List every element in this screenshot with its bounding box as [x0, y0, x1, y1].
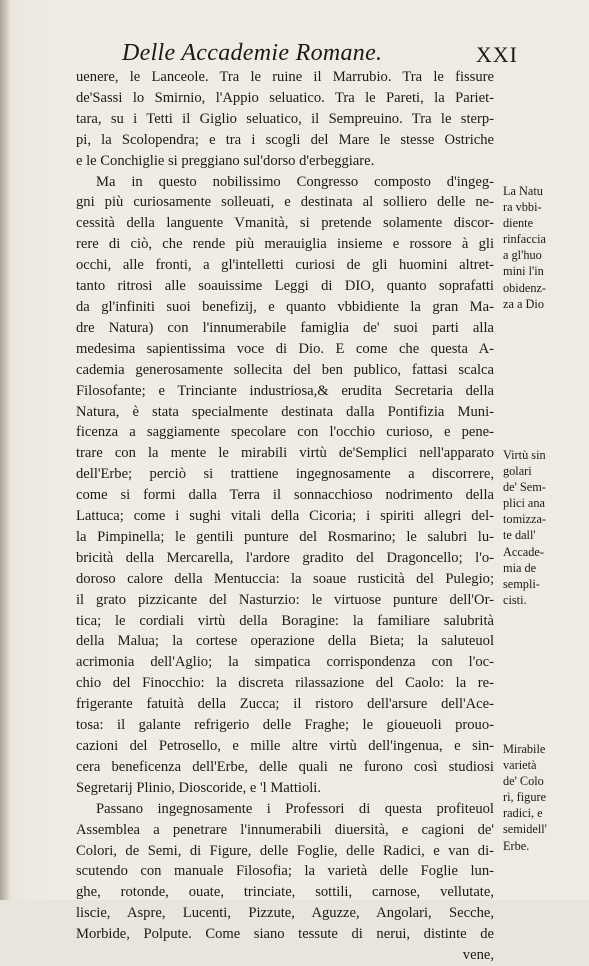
- body-line: tara, su i Tetti il Giglio seluatico, il Sempreuino. Tra le sterp-: [76, 110, 494, 127]
- body-text: [76, 67, 494, 966]
- margin-note-line: de' Colo: [503, 774, 544, 789]
- body-line: occhi, alle fronti, a gl'intelletti curiosi de gli huomini altret-: [76, 257, 494, 274]
- margin-note-virtues: [503, 447, 585, 608]
- margin-note-line: semidell': [503, 822, 547, 837]
- margin-note-line: a gl'huo: [503, 248, 542, 263]
- body-line: acrimonia dell'Aglio; la simpatica corrispondenza con l'oc-: [76, 654, 494, 671]
- body-line: pi, la Scolopendra; e tra i scogli del Mare le stesse Ostriche: [76, 131, 494, 148]
- body-line: Lattuca; come i sughi vitali della Cicoria; i spiriti allegri del-: [76, 508, 494, 525]
- margin-note-line: Virtù sin: [503, 448, 546, 462]
- body-line: gni più curiosamente solleuati, e destinata al solliero delle ne-: [76, 194, 494, 211]
- body-line: Colori, de Semi, di Figure, delle Foglie, delle Radici, e van di-: [76, 842, 494, 859]
- body-line: Morbide, Polpute. Come siano tessute di nerui, distinte de: [76, 926, 494, 943]
- body-line: cera beneficenza dell'Erbe, delle quali ne furono così studiosi: [76, 758, 494, 775]
- body-line: trare con la mente le mirabili virtù de'Semplici nell'apparato: [76, 445, 494, 462]
- body-line: Passano ingegnosamente i Professori di questa profiteuol: [96, 800, 494, 817]
- body-line: il grato pizzicante del Nasturzio: le virtuose punture dell'Or-: [76, 591, 494, 608]
- body-line: Assemblea a penetrare l'innumerabili diuersità, e cagioni de': [76, 821, 494, 838]
- body-line: da gl'infiniti suoi benefizij, e quanto vbbidiente la gran Ma-: [76, 298, 494, 315]
- page-number: XXI: [475, 42, 518, 67]
- body-line: e le Conchiglie si preggiano sul'dorso d'erbeggiare.: [76, 152, 375, 169]
- margin-note-line: de' Sem-: [503, 480, 546, 495]
- margin-note-line: Erbe.: [503, 838, 530, 853]
- margin-note-line: radici, e: [503, 806, 543, 821]
- running-title: Delle Accademie Romane.: [122, 40, 383, 66]
- body-line: ghe, rotonde, ouate, trinciate, sottili, carnose, vellutate,: [76, 884, 494, 901]
- body-line: vene,: [462, 947, 494, 964]
- body-line: cademia generosamente sollecita del ben publico, fattasi scalca: [76, 361, 494, 378]
- body-line: cazioni del Petrosello, e mille altre virtù dell'ingenua, e sin-: [76, 738, 494, 754]
- margin-note-variety: [503, 741, 585, 854]
- margin-note-line: mia de: [503, 560, 537, 575]
- body-line: della Malua; la cortese operazione della Bieta; la saluteuol: [76, 633, 494, 650]
- margin-note-line: diente: [503, 216, 534, 231]
- body-line: de'Sassi lo Smirnio, l'Appio seluatico. Tra le Pareti, la Pariet-: [76, 89, 494, 106]
- margin-note-line: Mirabile: [503, 742, 546, 756]
- body-line: la Pimpinella; le gentili punture del Rosmarino; le salubri lu-: [76, 528, 494, 545]
- body-line: frigerante fatuità della Zucca; il ristoro dell'arsure dell'Ace-: [76, 696, 494, 713]
- margin-note-line: plici ana: [503, 496, 545, 511]
- body-line: ficenza a saggiamente specolare con l'occhio curioso, e pene-: [76, 424, 494, 441]
- body-line: dell'Erbe; perciò si trattiene ingegnosamente a discorrere,: [76, 466, 494, 483]
- body-line: dre Natura) con l'innumerabile famiglia de' suoi parti alla: [76, 319, 494, 336]
- margin-note-line: La Natu: [503, 184, 543, 198]
- body-line: Segretarij Plinio, Dioscoride, e 'l Mattioli.: [76, 779, 322, 796]
- body-line: tanto ritrosi alle soauissime Leggi di DIO, quanto soprafatti: [76, 278, 494, 295]
- body-line: rere di ciò, che rende più merauiglia insieme e rossore à gli: [76, 236, 494, 253]
- margin-note-line: sempli-: [503, 576, 540, 591]
- body-line: tica; le cordiali virtù della Boragine: la familiare salubrità: [76, 612, 494, 629]
- margin-note-line: Accade-: [503, 544, 544, 559]
- body-line: come si formi dalla Terra il sonnacchioso nodrimento della: [76, 487, 494, 504]
- margin-note-line: ri, figure: [503, 790, 547, 805]
- margin-note-line: tomizza-: [503, 512, 547, 527]
- body-line: cessità della languente Vmanità, si pretende solamente discor-: [76, 215, 494, 232]
- body-line: liscie, Aspre, Lucenti, Pizzute, Aguzze, Angolari, Secche,: [76, 905, 494, 922]
- margin-note-line: obidenz-: [503, 280, 547, 295]
- margin-note-line: te dall': [503, 528, 536, 543]
- body-line: doroso calore della Mentuccia: la soaue rusticità del Pulegio;: [76, 570, 494, 587]
- margin-note-line: varietà: [503, 758, 537, 773]
- body-line: uenere, le Lanceole. Tra le ruine il Marrubio. Tra le fissure: [76, 69, 494, 85]
- body-line: Ma in questo nobilissimo Congresso composto d'ingeg-: [96, 173, 494, 190]
- margin-note-line: mini l'in: [503, 264, 544, 279]
- body-line: Natura, è stata specialmente destinata dalla Pontifizia Muni-: [76, 403, 494, 420]
- body-line: chio del Finocchio: la discreta rilassazione del Caolo: la re-: [76, 675, 494, 692]
- margin-note-line: golari: [503, 464, 532, 479]
- margin-note-line: ra vbbi-: [503, 200, 542, 215]
- body-line: scutendo con manuale Filosofia; la varietà delle Foglie lun-: [76, 863, 494, 880]
- margin-note-line: rinfaccia: [503, 232, 547, 247]
- margin-note-nature: [503, 183, 585, 312]
- margin-note-line: za a Dio: [503, 296, 544, 311]
- body-line: tosa: il galante refrigerio delle Fraghe; le gioueuoli prouo-: [76, 717, 494, 734]
- body-line: Filosofante; e Trinciante industriosa,& erudita Secretaria della: [76, 382, 494, 399]
- margin-note-line: cisti.: [503, 592, 527, 607]
- body-line: medesima sapientissima voce di Dio. E come che questa A-: [76, 340, 494, 357]
- page-gutter-shadow: [0, 0, 10, 900]
- body-line: bricità della Mercarella, l'ardore gradito del Dragoncello; l'o-: [76, 549, 494, 566]
